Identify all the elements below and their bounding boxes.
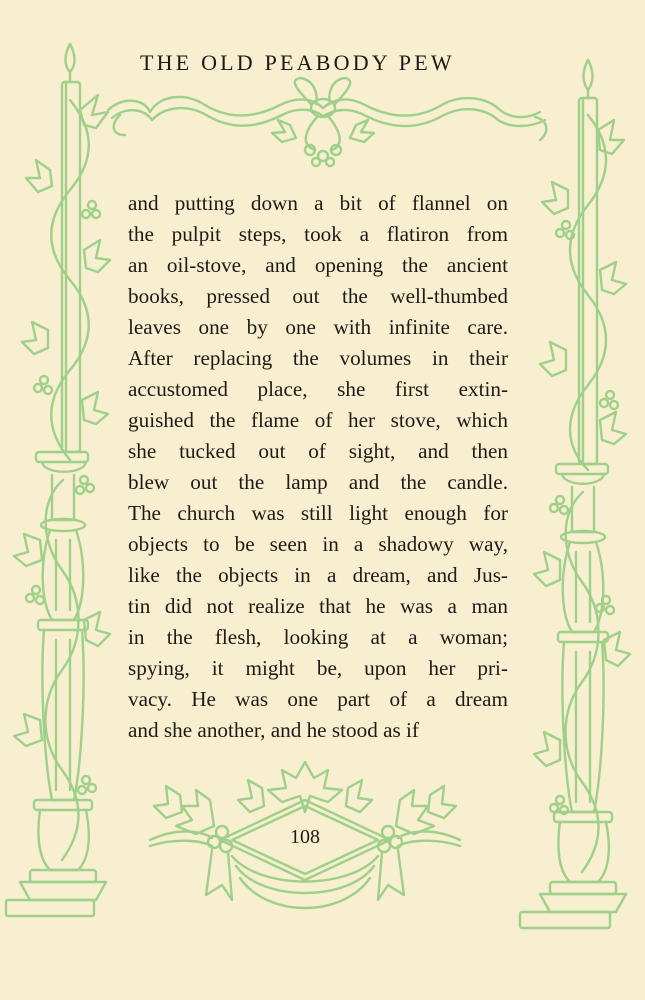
text-line: she tucked out of sight, and then (128, 439, 508, 463)
text-line: the pulpit steps, took a flatiron from (128, 222, 508, 246)
text-line: accustomed place, she first extin- (128, 377, 508, 401)
body-text (128, 188, 508, 746)
candlestick-with-holly-vine-icon (6, 44, 110, 916)
text-line: spying, it might be, upon her pri- (128, 656, 508, 680)
text-line: blew out the lamp and the candle. (128, 470, 508, 494)
text-line: books, pressed out the well-thumbed (128, 284, 508, 308)
text-line: and she another, and he stood as if (128, 718, 419, 742)
running-header: THE OLD PEABODY PEW (140, 50, 455, 75)
text-line: in the flesh, looking at a woman; (128, 625, 508, 649)
text-line: tin did not realize that he was a man (128, 594, 508, 618)
candlestick-with-holly-vine-icon (520, 60, 630, 928)
text-line: like the objects in a dream, and Jus- (128, 563, 508, 587)
text-line: an oil-stove, and opening the ancient (128, 253, 508, 277)
text-line: leaves one by one with infinite care. (128, 315, 508, 339)
text-line: After replacing the volumes in their (128, 346, 508, 370)
ribbon-bow-garland-icon (108, 78, 546, 166)
text-line: The church was still light enough for (128, 501, 508, 525)
text-line: objects to be seen in a shadowy way, (128, 532, 508, 556)
page-number: 108 (290, 826, 320, 848)
text-line: guished the flame of her stove, which (128, 408, 508, 432)
text-line: vacy. He was one part of a dream (128, 687, 508, 711)
text-line: and putting down a bit of flannel on (128, 191, 508, 215)
